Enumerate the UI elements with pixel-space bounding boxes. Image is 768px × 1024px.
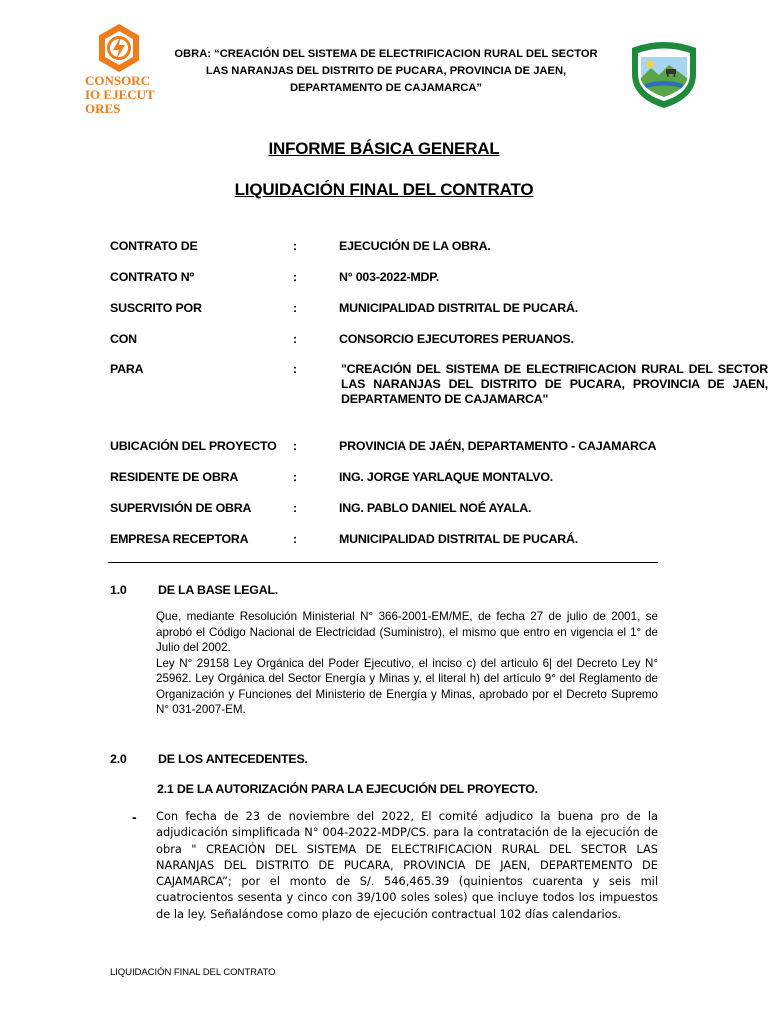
info-label: SUSCRITO POR (110, 301, 202, 315)
info-value: PROVINCIA DE JAÉN, DEPARTAMENTO - CAJAMARCA (339, 439, 657, 453)
bullet-marker: - (132, 809, 137, 825)
paragraph: Ley N° 29158 Ley Orgánica del Poder Ejecutivo, el inciso c) del articulo 6| del Decreto Ley N° 25962. Ley Orgánica del Sector Energía y Minas y, el literal h) del artículo 9° del Reglamento de Organización y Funciones del Ministerio de Energía y Minas, aprobado por el Decreto Supremo N° 031-2007-EM. (156, 656, 658, 716)
info-label: SUPERVISIÓN DE OBRA (110, 501, 252, 515)
section-title: DE LOS ANTECEDENTES. (158, 752, 308, 766)
info-label: EMPRESA RECEPTORA (110, 532, 249, 546)
info-label: RESIDENTE DE OBRA (110, 470, 239, 484)
info-value: MUNICIPALIDAD DISTRITAL DE PUCARÁ. (339, 532, 578, 546)
info-colon: : (293, 332, 297, 346)
subsection-title: 2.1 DE LA AUTORIZACIÓN PARA LA EJECUCIÓN DEL PROYECTO. (157, 782, 538, 796)
municipal-crest (626, 38, 702, 110)
page-footer: LIQUIDACIÓN FINAL DEL CONTRATO (110, 967, 276, 978)
info-label: CONTRATO DE (110, 239, 198, 253)
info-label: CONTRATO Nº (110, 270, 194, 284)
info-colon: : (293, 270, 297, 284)
company-logo (85, 22, 155, 120)
shield-crest-icon (626, 38, 702, 110)
info-label: UBICACIÓN DEL PROYECTO (110, 439, 277, 453)
bullet-paragraph: Con fecha de 23 de noviembre del 2022, El comité adjudico la buena pro de la adjudicación simplificada N° 004-2022-MDP/CS. para la contratación de la ejecución de obra " CREACIÓN DEL SISTEMA DE ELECTRIFICACION RURAL DEL SECTOR LAS NARANJAS DEL DISTRITO DE PUCARA, PROVINCIA DE JAEN, DEPARTEMENTO DE CAJAMARCA”; por el monto de S/. 546,465.39 (quinientos cuarenta y seis mil cuatrocientos sesenta y cinco con 39/100 soles soles) que incluye todos los impuestos de la ley. Señalándose como plazo de ejecución contractual 102 días calendarios. (156, 809, 658, 921)
info-label: PARA (110, 362, 144, 376)
info-value: EJECUCIÓN DE LA OBRA. (339, 239, 491, 253)
project-header-title: OBRA: “CREACIÓN DEL SISTEMA DE ELECTRIFICACION RURAL DEL SECTOR LAS NARANJAS DEL DISTRITO DE PUCARA, PROVINCIA DE JAEN, DEPARTAMENTO DE CAJAMARCA” (174, 48, 598, 94)
info-colon: : (293, 532, 297, 546)
info-value: CONSORCIO EJECUTORES PERUANOS. (339, 332, 574, 346)
info-label: CON (110, 332, 137, 346)
section-title: DE LA BASE LEGAL. (158, 583, 279, 597)
info-colon: : (293, 362, 297, 376)
info-value: ING. JORGE YARLAQUE MONTALVO. (339, 470, 554, 484)
info-colon: : (293, 439, 297, 453)
info-colon: : (293, 301, 297, 315)
info-value: "CREACIÓN DEL SISTEMA DE ELECTRIFICACION RURAL DEL SECTOR LAS NARANJAS DEL DISTRITO DE PUCARA, PROVINCIA DE JAEN, DEPARTAMENTO DE CAJAMARCA" (341, 362, 768, 406)
lightning-bolt-icon (93, 22, 145, 74)
section-number: 1.0 (110, 583, 127, 597)
company-logo-text: CONSORCIO EJECUTORES (85, 73, 155, 116)
section-1-body (156, 609, 658, 718)
report-title: INFORME BÁSICA GENERAL (268, 139, 500, 158)
info-value: N° 003-2022-MDP. (339, 270, 440, 284)
info-value: ING. PABLO DANIEL NOÉ AYALA. (339, 501, 532, 515)
report-subtitle: LIQUIDACIÓN FINAL DEL CONTRATO (234, 180, 534, 199)
info-value: MUNICIPALIDAD DISTRITAL DE PUCARÁ. (339, 301, 578, 315)
section-divider (108, 562, 658, 563)
info-colon: : (293, 239, 297, 253)
paragraph: Que, mediante Resolución Ministerial N° 366-2001-EM/ME, de fecha 27 de julio de 2001, se aprobó el Código Nacional de Electricidad (Suministro), el mismo que entro en vigencia el 1° de Julio del 2002. (156, 610, 658, 654)
section-number: 2.0 (110, 752, 127, 766)
info-colon: : (293, 501, 297, 515)
info-colon: : (293, 470, 297, 484)
